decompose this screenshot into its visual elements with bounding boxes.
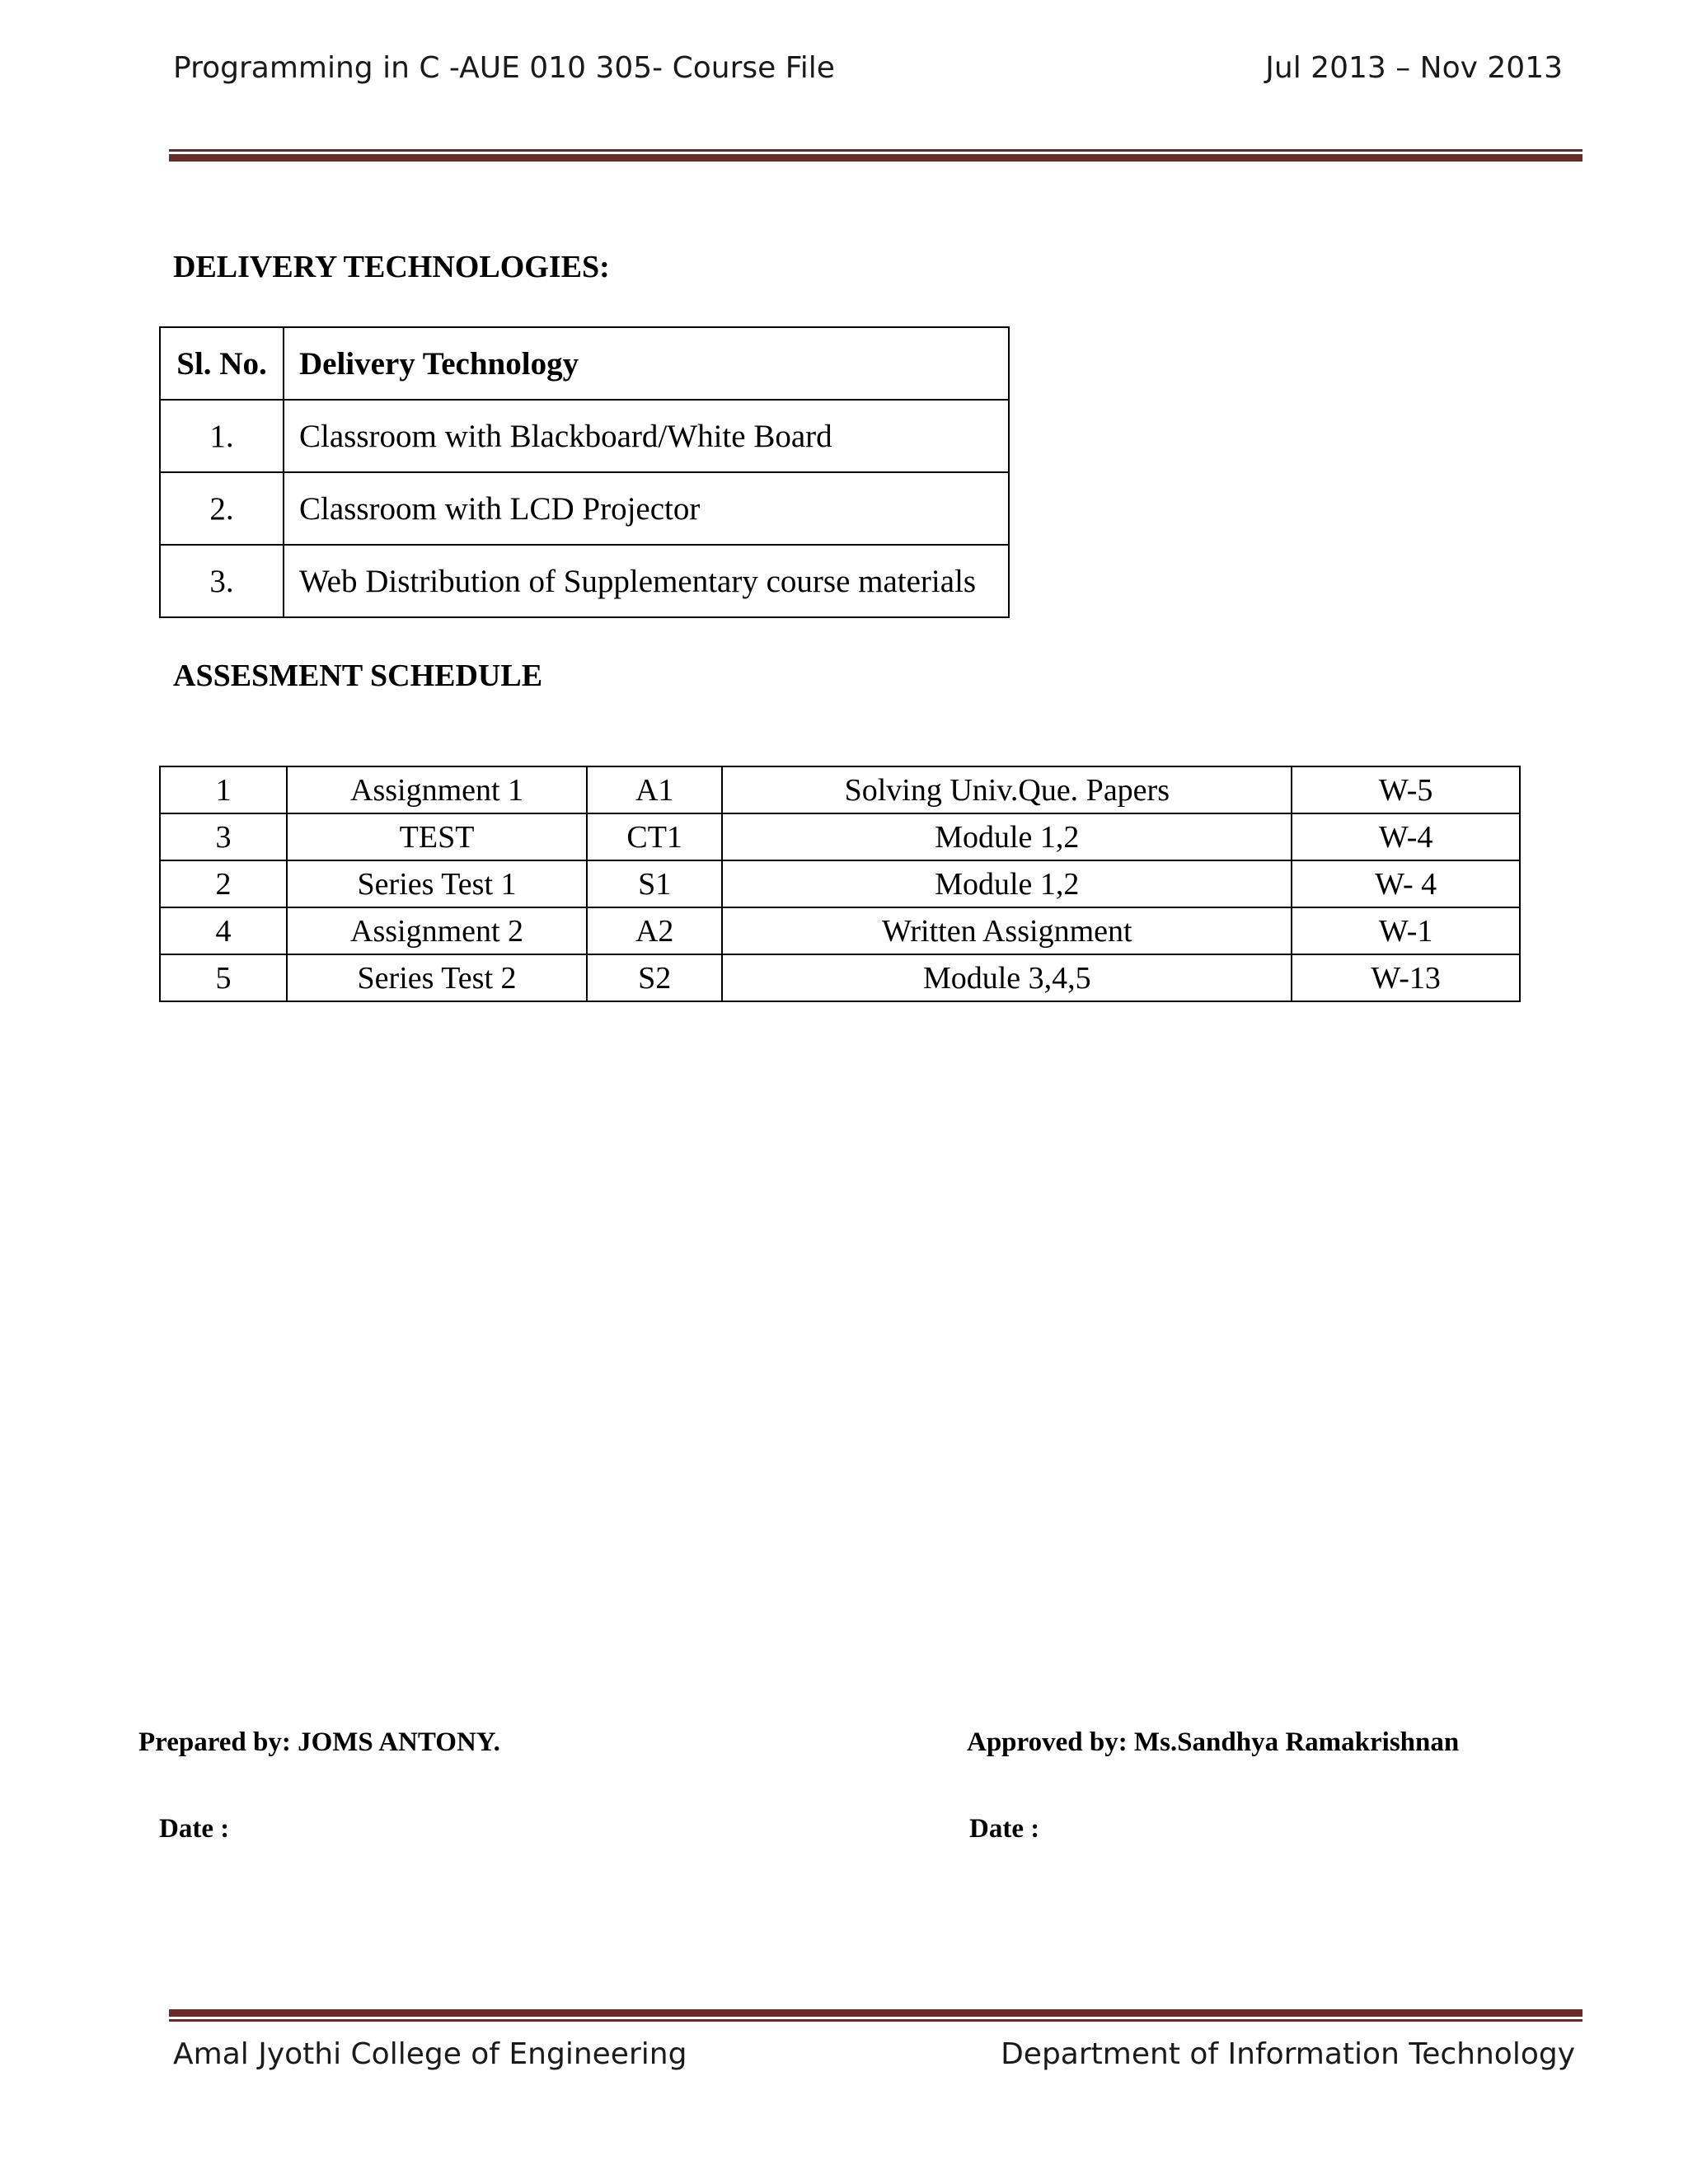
table-cell: W-1 bbox=[1292, 907, 1520, 954]
delivery-table bbox=[159, 326, 1010, 618]
table-cell: TEST bbox=[287, 813, 587, 860]
table-cell: W-5 bbox=[1292, 766, 1520, 813]
header-rule bbox=[169, 149, 1582, 162]
table-cell: Series Test 2 bbox=[287, 954, 587, 1001]
approved-by: Approved by: Ms.Sandhya Ramakrishnan bbox=[967, 1727, 1460, 1757]
delivery-heading: DELIVERY TECHNOLOGIES: bbox=[173, 250, 610, 284]
assessment-table bbox=[159, 766, 1521, 1002]
table-cell: A2 bbox=[587, 907, 722, 954]
table-cell: 1. bbox=[160, 400, 284, 472]
table-header-row bbox=[160, 327, 1009, 400]
table-cell: 4 bbox=[160, 907, 287, 954]
table-cell: 3. bbox=[160, 545, 284, 617]
table-cell: Module 1,2 bbox=[722, 860, 1292, 907]
header-right: Jul 2013 – Nov 2013 bbox=[1265, 51, 1563, 85]
table-cell: Assignment 1 bbox=[287, 766, 587, 813]
footer-left: Amal Jyothi College of Engineering bbox=[173, 2037, 687, 2071]
date-label-left: Date : bbox=[159, 1814, 230, 1844]
table-cell: 3 bbox=[160, 813, 287, 860]
date-label-right: Date : bbox=[969, 1814, 1040, 1844]
table-cell: S1 bbox=[587, 860, 722, 907]
footer-right: Department of Information Technology bbox=[1001, 2037, 1575, 2071]
table-cell: Module 3,4,5 bbox=[722, 954, 1292, 1001]
table-cell: Written Assignment bbox=[722, 907, 1292, 954]
table-cell: Assignment 2 bbox=[287, 907, 587, 954]
table-cell: Module 1,2 bbox=[722, 813, 1292, 860]
table-cell: W-4 bbox=[1292, 813, 1520, 860]
table-cell: Solving Univ.Que. Papers bbox=[722, 766, 1292, 813]
table-cell: 5 bbox=[160, 954, 287, 1001]
col-header-delivery-technology: Delivery Technology bbox=[284, 327, 1009, 400]
table-cell: S2 bbox=[587, 954, 722, 1001]
table-cell: Web Distribution of Supplementary course materials bbox=[284, 545, 1009, 617]
table-row bbox=[160, 400, 1009, 472]
table-cell: W-13 bbox=[1292, 954, 1520, 1001]
col-header-sl-no: Sl. No. bbox=[160, 327, 284, 400]
footer-rule bbox=[169, 2009, 1582, 2022]
table-cell: 1 bbox=[160, 766, 287, 813]
table-cell: CT1 bbox=[587, 813, 722, 860]
table-row bbox=[160, 907, 1520, 954]
table-cell: Classroom with LCD Projector bbox=[284, 472, 1009, 545]
table-row bbox=[160, 813, 1520, 860]
table-row bbox=[160, 860, 1520, 907]
table-cell: Series Test 1 bbox=[287, 860, 587, 907]
assessment-heading: ASSESMENT SCHEDULE bbox=[173, 658, 543, 693]
table-row bbox=[160, 545, 1009, 617]
table-cell: 2. bbox=[160, 472, 284, 545]
table-row bbox=[160, 766, 1520, 813]
table-row bbox=[160, 472, 1009, 545]
table-cell: W- 4 bbox=[1292, 860, 1520, 907]
table-cell: Classroom with Blackboard/White Board bbox=[284, 400, 1009, 472]
table-row bbox=[160, 954, 1520, 1001]
table-cell: 2 bbox=[160, 860, 287, 907]
table-cell: A1 bbox=[587, 766, 722, 813]
header-left: Programming in C -AUE 010 305- Course File bbox=[173, 51, 835, 85]
prepared-by: Prepared by: JOMS ANTONY. bbox=[138, 1727, 500, 1757]
